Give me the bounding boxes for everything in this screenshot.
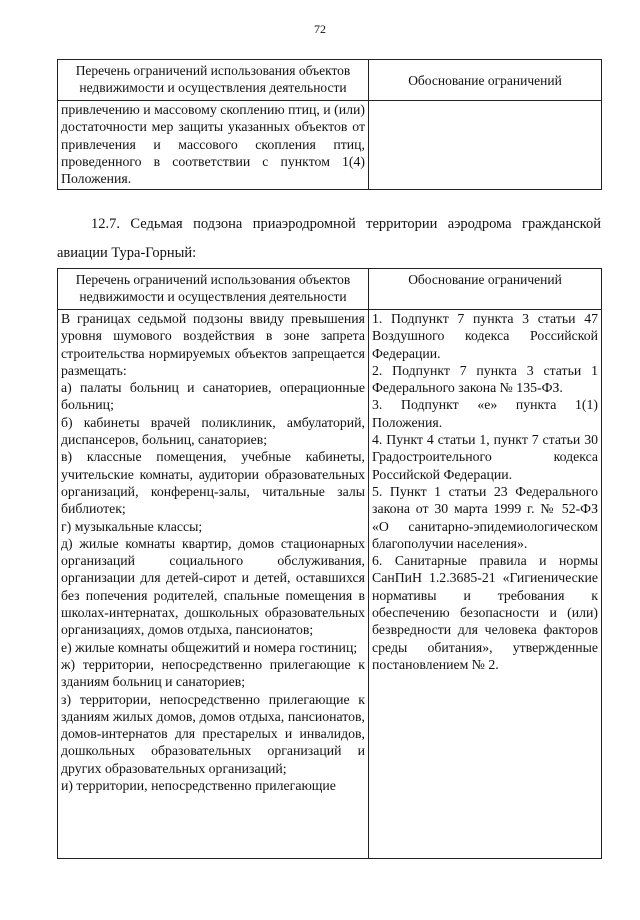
justification-item-3: 3. Подпункт «е» пункта 1(1) Положения.	[372, 397, 598, 430]
list-item-v: в) классные помещения, учебные кабинеты, учительские комнаты, аудитории образовательных организаций, конференц-залы, читальные залы библиотек;	[61, 449, 365, 517]
restrictions-table-subzone-7	[57, 268, 602, 859]
restrictions-table-continued	[57, 59, 602, 190]
restriction-cell	[58, 310, 369, 859]
list-item-g: г) музыкальные классы;	[61, 518, 203, 534]
table-row	[58, 101, 602, 190]
list-item-intro: В границах седьмой подзоны ввиду превышения уровня шумового воздействия в зоне запрета строительства нормируемых объектов запрещается размещать:	[61, 311, 365, 378]
list-item-zh: ж) территории, непосредственно прилегающие к зданиям больниц и санаториев;	[61, 656, 365, 690]
list-item-i: и) территории, непосредственно прилегающие	[61, 778, 336, 794]
section-heading: 12.7. Седьмая подзона приаэродромной территории аэродрома гражданской авиации Тура-Горный:	[57, 216, 601, 261]
header-restrictions-list: Перечень ограничений использования объектов недвижимости и осуществления деятельности	[58, 269, 369, 310]
justification-item-6: 6. Санитарные правила и нормы СанПиН 1.2.3685-21 «Гигиенические нормативы и требования к обеспечению безопасности и (или) безвредности для человека факторов среды обитания», утвержденные постановлением № 2.	[372, 553, 598, 672]
justification-item-4: 4. Пункт 4 статьи 1, пункт 7 статьи 30 Градостроительного кодекса Российской Федерации.	[372, 432, 598, 482]
restriction-cell	[58, 101, 369, 190]
table-header-row	[58, 269, 602, 310]
justification-item-5: 5. Пункт 1 статьи 23 Федерального закона от 30 марта 1999 г. № 52-ФЗ «О санитарно-эпидемиологическом благополучии населения».	[372, 483, 598, 551]
header-justification: Обоснование ограничений	[369, 60, 602, 101]
table-row	[58, 310, 602, 859]
list-item-e: е) жилые комнаты общежитий и номера гостиниц;	[61, 639, 358, 655]
header-justification: Обоснование ограничений	[369, 269, 602, 310]
list-item-a: а) палаты больниц и санаториев, операционные больниц;	[61, 380, 365, 413]
table-header-row	[58, 60, 602, 101]
header-restrictions-list: Перечень ограничений использования объектов недвижимости и осуществления деятельности	[58, 60, 369, 101]
list-item-d: д) жилые комнаты квартир, домов стационарных организаций социального обслуживания, организации для детей-сирот и детей, оставшихся без попечения родителей, спальные помещения в школах-интернатах, дошкольных образовательных организациях, домов отдыха, пансионатов;	[61, 535, 365, 638]
justification-item-2: 2. Подпункт 7 пункта 3 статьи 1 Федерального закона № 135-ФЗ.	[372, 362, 598, 396]
justification-cell	[369, 101, 602, 190]
page-number: 72	[314, 22, 326, 36]
list-item-z: з) территории, непосредственно прилегающие к зданиям жилых домов, домов отдыха, пансионатов, домов-интернатов для престарелых и инвалидов, дошкольных образовательных организаций и других образовательных организаций;	[61, 691, 365, 776]
justification-cell	[369, 310, 602, 859]
list-item-b: б) кабинеты врачей поликлиник, амбулаторий, диспансеров, больниц, санаториев;	[61, 414, 365, 448]
restriction-text: привлечению и массовому скоплению птиц, и (или) достаточности мер защиты указанных объектов от привлечения и массового скопления птиц, проведенного в соответствии с пунктом 1(4) Положения.	[61, 102, 365, 187]
justification-item-1: 1. Подпункт 7 пункта 3 статьи 47 Воздушного кодекса Российской Федерации.	[372, 311, 598, 361]
